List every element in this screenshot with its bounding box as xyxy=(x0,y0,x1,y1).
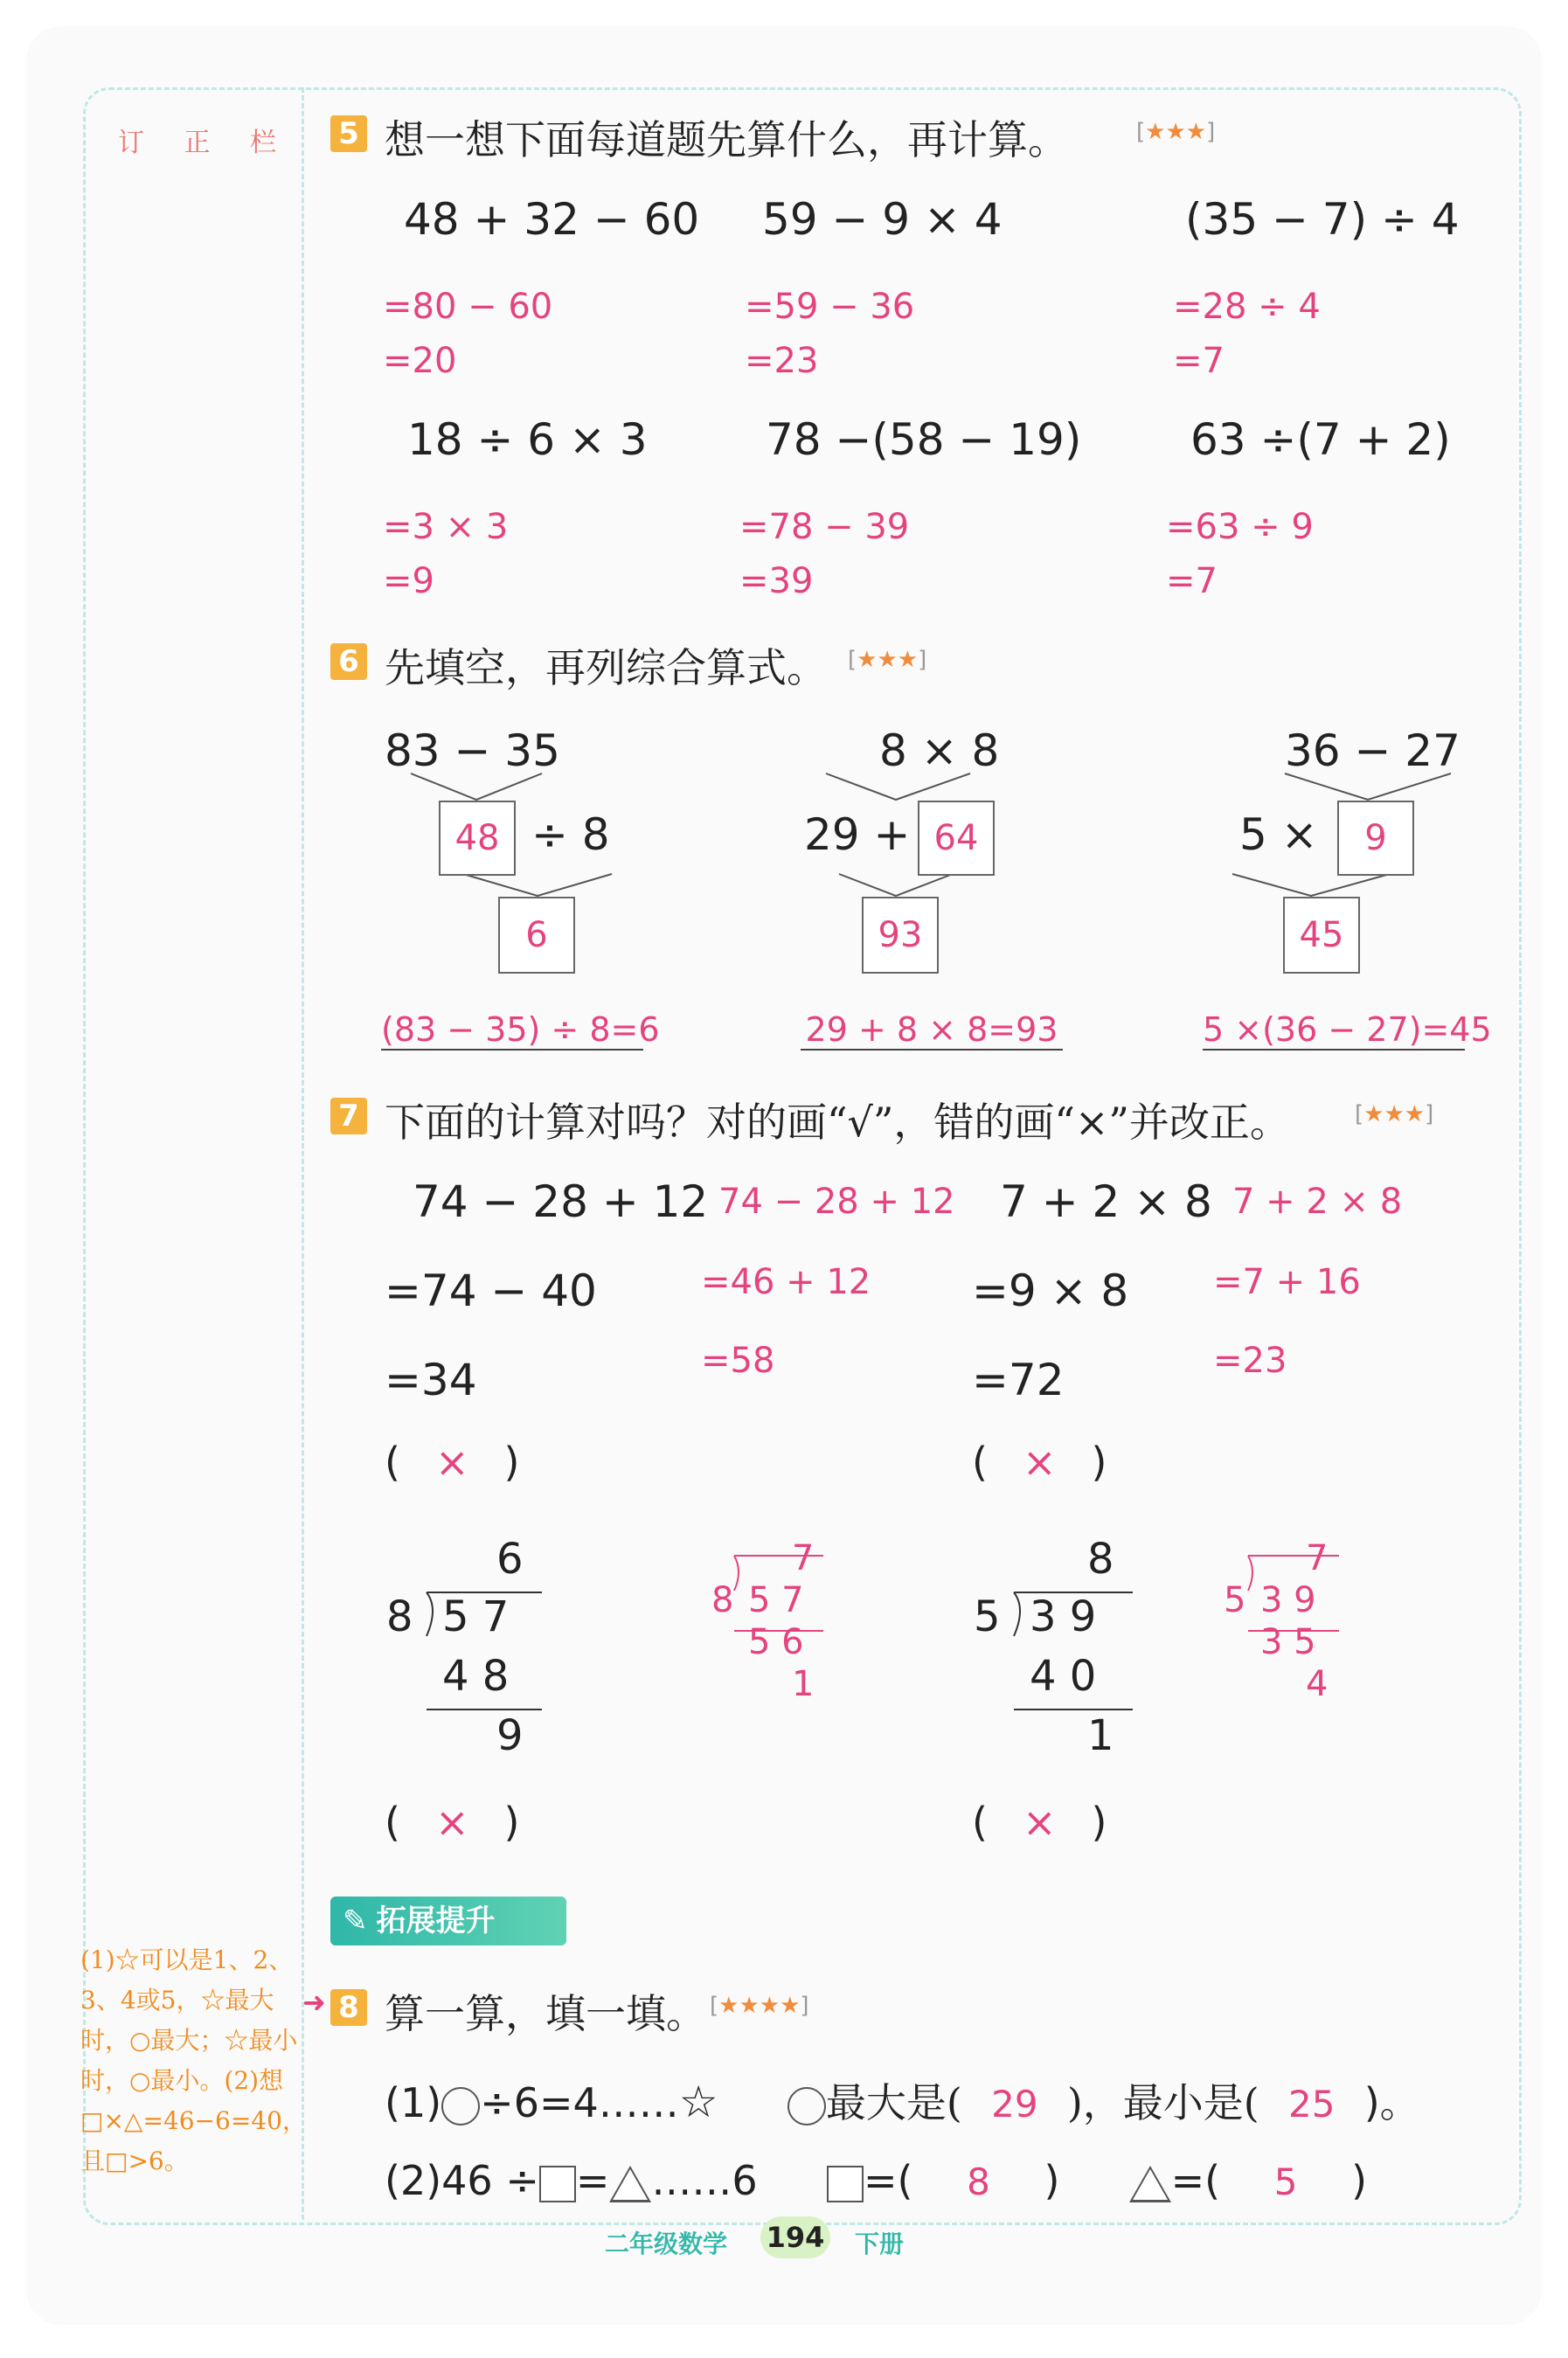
q7b-line2: =9 × 8 xyxy=(972,1266,1129,1316)
q7a-correct-2: =46 + 12 xyxy=(701,1262,871,1302)
q8-part2: (2)46 ÷ = ……6 =( 8 ) =( 5 ) xyxy=(385,2157,1368,2204)
q7-title: 下面的计算对吗？对的画“√”，错的画“×”并改正。 xyxy=(385,1099,1290,1146)
q5-step2-4: =9 xyxy=(383,561,434,601)
q5-step1-1: =80 − 60 xyxy=(383,287,553,327)
q6-tree2-op: 29 + xyxy=(804,809,911,860)
q7d-correct-dividend: 3 9 xyxy=(1260,1580,1316,1620)
q7c-remainder: 9 xyxy=(496,1711,524,1760)
q6-number: 6 xyxy=(330,643,367,680)
q7d-correct-remainder: 4 xyxy=(1306,1664,1329,1704)
circle-shape xyxy=(441,2087,480,2126)
q7a-correct-3: =58 xyxy=(701,1341,775,1381)
q7a-line2: =74 − 40 xyxy=(385,1266,597,1316)
q7a-answer[interactable]: ( × ) xyxy=(385,1439,520,1486)
q7c-quotient: 6 xyxy=(496,1535,524,1584)
q8-hint-note: (1)☆可以是1、2、3、4或5，☆最大时，○最大；☆最小时，○最小。(2)想□×△=46−6=40，且□>6。 xyxy=(80,1945,307,2175)
q8-triangle-answer[interactable]: 5 xyxy=(1273,2160,1298,2203)
q7c-correct-product: 5 6 xyxy=(748,1622,804,1662)
q5-expr-2: 59 − 9 × 4 xyxy=(762,194,1003,245)
q6-tree3-result[interactable]: 45 xyxy=(1283,897,1360,974)
q5-step2-1: =20 xyxy=(383,341,457,381)
q6-tree1-formula[interactable]: (83 − 35) ÷ 8=6 xyxy=(381,1010,660,1049)
q7d-remainder: 1 xyxy=(1087,1711,1114,1760)
q7c-correct-divisor: 8 xyxy=(711,1580,734,1620)
q7b-correct-3: =23 xyxy=(1213,1341,1287,1381)
q8-part1: (1) ÷6=4……☆ 最大是( 29 )，最小是( 25 )。 xyxy=(385,2077,1420,2127)
q7b-correct-2: =7 + 16 xyxy=(1213,1262,1361,1302)
q5-stars: [★★★] xyxy=(1136,119,1216,145)
q5-expr-3: (35 − 7) ÷ 4 xyxy=(1185,194,1460,245)
q6-title: 先填空，再列综合算式。 xyxy=(385,644,827,691)
q8-stars: [★★★★] xyxy=(710,1993,809,2019)
q7d-dividend: 3 9 xyxy=(1030,1592,1097,1641)
q6-tree2-formula[interactable]: 29 + 8 × 8=93 xyxy=(801,1010,1063,1051)
q8-max-answer[interactable]: 29 xyxy=(991,2083,1038,2126)
q5-step1-3: =28 ÷ 4 xyxy=(1173,287,1321,327)
q6-tree1-top: 83 − 35 xyxy=(385,725,560,776)
q5-step1-4: =3 × 3 xyxy=(383,507,509,547)
circle-shape-2 xyxy=(787,2087,826,2126)
star-shape: ☆ xyxy=(678,2077,718,2127)
q7c-correct-remainder: 1 xyxy=(792,1664,815,1704)
q7c-correct-dividend: 5 7 xyxy=(748,1580,804,1620)
q5-step2-2: =23 xyxy=(745,341,819,381)
q5-number: 5 xyxy=(330,115,367,152)
q5-step2-3: =7 xyxy=(1173,341,1225,381)
q7d-divisor: 5 xyxy=(974,1592,1001,1641)
q8-min-answer[interactable]: 25 xyxy=(1288,2083,1336,2126)
q7c-divisor: 8 xyxy=(386,1592,413,1641)
q7d-correct-quotient: 7 xyxy=(1306,1538,1329,1578)
q6-stars: [★★★] xyxy=(848,647,927,673)
q7c-product: 4 8 xyxy=(442,1652,510,1701)
q6-tree2-box[interactable]: 64 xyxy=(918,801,995,876)
page-number: 194 xyxy=(760,2216,830,2258)
q5-expr-5: 78 −(58 − 19) xyxy=(766,414,1082,465)
q5-expr-1: 48 + 32 − 60 xyxy=(404,194,700,245)
q7c-dividend: 5 7 xyxy=(442,1592,510,1641)
q5-step1-5: =78 − 39 xyxy=(739,507,910,547)
pencil-icon: ✎ xyxy=(343,1904,368,1938)
q7c-correct-quotient: 7 xyxy=(792,1538,815,1578)
extension-banner: ✎ 拓展提升 xyxy=(330,1897,566,1945)
q8-title: 算一算，填一填。 xyxy=(385,1990,706,2037)
footer-volume: 下册 xyxy=(855,2230,905,2258)
q8-square-answer[interactable]: 8 xyxy=(967,2160,990,2203)
q6-tree1-box[interactable]: 48 xyxy=(439,801,516,876)
q7d-answer[interactable]: ( × ) xyxy=(972,1799,1107,1846)
q7a-expr: 74 − 28 + 12 xyxy=(413,1176,709,1227)
q5-step1-2: =59 − 36 xyxy=(745,287,915,327)
q7b-line3: =72 xyxy=(972,1355,1065,1405)
q5-step2-5: =39 xyxy=(739,561,814,601)
q7d-quotient: 8 xyxy=(1087,1535,1114,1584)
q5-step1-6: =63 ÷ 9 xyxy=(1166,507,1314,547)
footer-grade: 二年级数学 xyxy=(605,2230,728,2258)
q5-expr-6: 63 ÷(7 + 2) xyxy=(1190,414,1451,465)
correction-column-label: 订 正 栏 xyxy=(118,128,293,158)
q7a-line3: =34 xyxy=(385,1355,477,1405)
q6-tree2-top: 8 × 8 xyxy=(879,725,1000,776)
q5-title: 想一想下面每道题先算什么，再计算。 xyxy=(385,116,1068,163)
q7d-correct-divisor: 5 xyxy=(1224,1580,1246,1620)
q6-tree3-top: 36 − 27 xyxy=(1285,725,1460,776)
q7-number: 7 xyxy=(330,1098,367,1134)
q7b-correct-1: 7 + 2 × 8 xyxy=(1232,1182,1403,1222)
q7d-product: 4 0 xyxy=(1030,1652,1097,1701)
q6-tree3-formula[interactable]: 5 ×(36 − 27)=45 xyxy=(1203,1010,1492,1049)
square-shape-2 xyxy=(827,2166,864,2202)
q8-number: 8 xyxy=(330,1989,367,2026)
q7b-answer[interactable]: ( × ) xyxy=(972,1439,1107,1486)
square-shape xyxy=(539,2166,576,2202)
q7b-expr: 7 + 2 × 8 xyxy=(1000,1176,1212,1227)
q7d-correct-product: 3 5 xyxy=(1260,1622,1316,1662)
q6-tree3-box[interactable]: 9 xyxy=(1337,801,1414,876)
q5-step2-6: =7 xyxy=(1166,561,1218,601)
q6-tree2-result[interactable]: 93 xyxy=(862,897,939,974)
q6-tree1-op: ÷ 8 xyxy=(531,809,610,860)
q6-tree3-op: 5 × xyxy=(1239,809,1318,860)
q6-tree1-result[interactable]: 6 xyxy=(498,897,575,974)
q7a-correct-1: 74 − 28 + 12 xyxy=(718,1182,955,1222)
arrow-right-icon: ➜ xyxy=(302,1986,326,2019)
triangle-shape-2 xyxy=(1129,2166,1171,2202)
triangle-shape xyxy=(609,2166,651,2202)
q5-expr-4: 18 ÷ 6 × 3 xyxy=(407,414,648,465)
q7c-answer[interactable]: ( × ) xyxy=(385,1799,520,1846)
q7-stars: [★★★] xyxy=(1355,1101,1434,1127)
